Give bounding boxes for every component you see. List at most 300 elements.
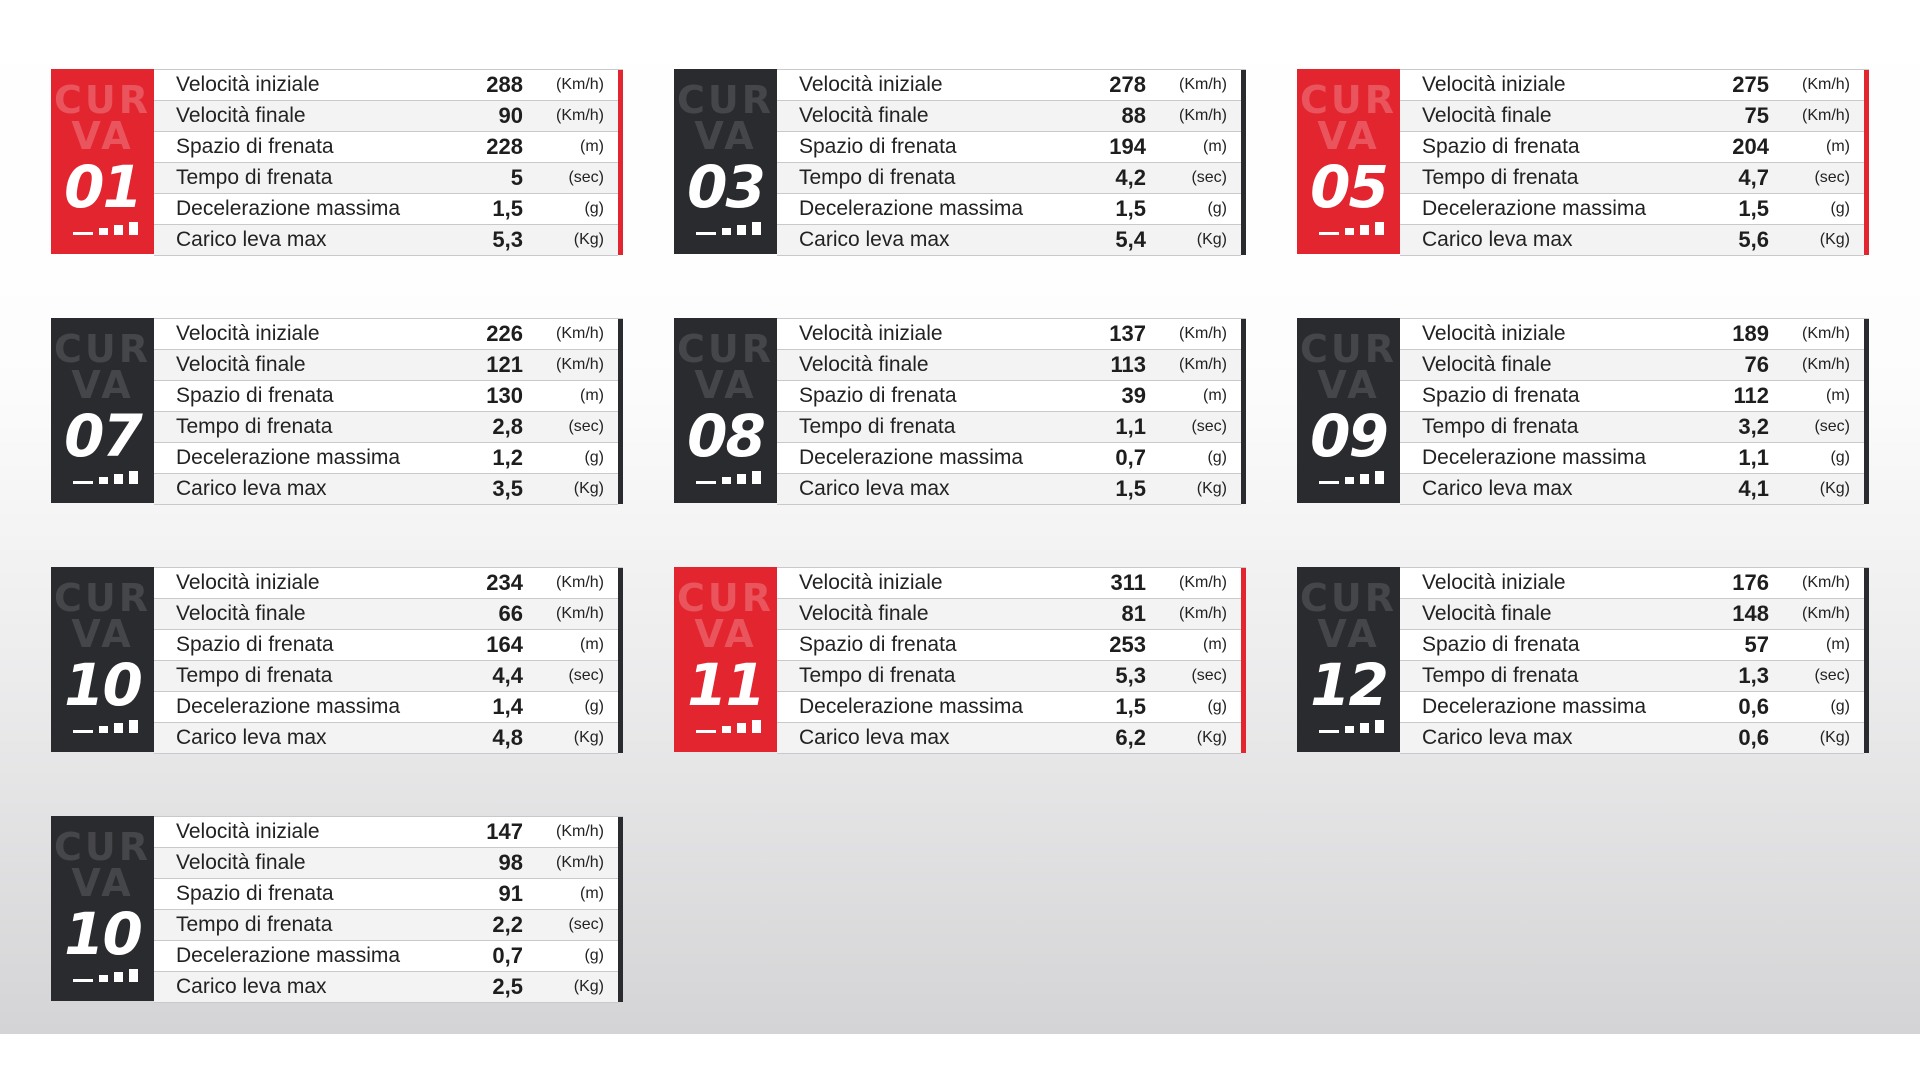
accent-edge bbox=[1241, 568, 1246, 753]
stat-value: 5,3 bbox=[1115, 663, 1146, 688]
stat-row bbox=[154, 194, 618, 225]
stat-row bbox=[154, 599, 618, 630]
stat-label: Velocità finale bbox=[799, 104, 929, 127]
stat-value: 1,5 bbox=[1115, 196, 1146, 221]
stat-unit: (Km/h) bbox=[1802, 574, 1850, 591]
stat-label: Carico leva max bbox=[799, 726, 950, 749]
stat-value: 204 bbox=[1732, 134, 1769, 159]
stat-unit: (Kg) bbox=[1819, 480, 1850, 497]
stat-value: 147 bbox=[486, 819, 523, 844]
signal-bars-icon bbox=[1319, 470, 1385, 484]
stat-unit: (g) bbox=[584, 449, 604, 466]
signal-bars-icon bbox=[73, 719, 139, 733]
stat-row bbox=[154, 381, 618, 412]
stat-row bbox=[154, 443, 618, 474]
accent-edge bbox=[1864, 568, 1869, 753]
stat-unit: (Km/h) bbox=[556, 76, 604, 93]
stat-label: Velocità iniziale bbox=[176, 73, 320, 96]
stat-value: 76 bbox=[1744, 352, 1769, 377]
curve-word-bottom: VA bbox=[1317, 363, 1380, 407]
curve-word-top: CUR bbox=[676, 576, 774, 620]
stat-label: Velocità iniziale bbox=[1422, 73, 1566, 96]
stat-row bbox=[1400, 568, 1864, 599]
stat-label: Velocità iniziale bbox=[176, 571, 320, 594]
stat-unit: (Kg) bbox=[573, 729, 604, 746]
stat-unit: (sec) bbox=[568, 916, 604, 933]
stat-label: Velocità iniziale bbox=[799, 571, 943, 594]
stat-row bbox=[777, 163, 1241, 194]
stat-label: Tempo di frenata bbox=[176, 664, 333, 687]
stat-row bbox=[1400, 692, 1864, 723]
stat-row bbox=[154, 879, 618, 910]
stat-row bbox=[154, 474, 618, 505]
braking-stats-table bbox=[777, 567, 1246, 753]
stat-value: 0,7 bbox=[1115, 445, 1146, 470]
stat-value: 1,2 bbox=[492, 445, 523, 470]
stat-unit: (Km/h) bbox=[556, 325, 604, 342]
stat-label: Spazio di frenata bbox=[1422, 633, 1580, 656]
braking-stats-table bbox=[777, 318, 1246, 504]
stat-row bbox=[1400, 443, 1864, 474]
signal-bars-icon bbox=[73, 470, 139, 484]
stat-value: 176 bbox=[1732, 570, 1769, 595]
stat-value: 0,6 bbox=[1738, 725, 1769, 750]
stat-label: Carico leva max bbox=[176, 477, 327, 500]
stat-value: 253 bbox=[1109, 632, 1146, 657]
stat-row bbox=[1400, 132, 1864, 163]
stat-row bbox=[154, 848, 618, 879]
braking-stats-table bbox=[1400, 69, 1869, 255]
stat-row bbox=[154, 70, 618, 101]
stat-value: 4,4 bbox=[492, 663, 523, 688]
stat-value: 3,2 bbox=[1738, 414, 1769, 439]
stat-unit: (sec) bbox=[568, 418, 604, 435]
curve-word-bottom: VA bbox=[71, 612, 134, 656]
curve-number: 08 bbox=[687, 402, 764, 470]
stat-unit: (sec) bbox=[1814, 667, 1850, 684]
stat-label: Carico leva max bbox=[176, 975, 327, 998]
stat-unit: (Km/h) bbox=[556, 356, 604, 373]
stat-unit: (Km/h) bbox=[1802, 76, 1850, 93]
stat-row bbox=[777, 723, 1241, 754]
stat-label: Spazio di frenata bbox=[1422, 384, 1580, 407]
stat-row bbox=[154, 630, 618, 661]
stat-unit: (g) bbox=[584, 698, 604, 715]
curve-badge bbox=[51, 69, 154, 254]
stat-value: 0,6 bbox=[1738, 694, 1769, 719]
stat-label: Tempo di frenata bbox=[1422, 664, 1579, 687]
stat-value: 3,5 bbox=[492, 476, 523, 501]
stat-row bbox=[1400, 225, 1864, 256]
stat-label: Decelerazione massima bbox=[799, 197, 1024, 220]
curve-number: 05 bbox=[1310, 153, 1387, 221]
curve-card bbox=[1297, 318, 1869, 503]
curve-word-top: CUR bbox=[676, 78, 774, 122]
stat-row bbox=[154, 132, 618, 163]
stat-unit: (g) bbox=[1207, 200, 1227, 217]
stat-row bbox=[154, 163, 618, 194]
stat-unit: (g) bbox=[584, 947, 604, 964]
stat-label: Spazio di frenata bbox=[176, 135, 334, 158]
curve-card bbox=[674, 567, 1246, 752]
stat-row bbox=[1400, 630, 1864, 661]
stat-unit: (Km/h) bbox=[556, 854, 604, 871]
curve-card bbox=[51, 816, 623, 1001]
stat-value: 137 bbox=[1109, 321, 1146, 346]
curve-card bbox=[51, 69, 623, 254]
curve-word-bottom: VA bbox=[71, 114, 134, 158]
stat-row bbox=[154, 319, 618, 350]
curve-number: 07 bbox=[64, 402, 141, 470]
stat-row bbox=[1400, 474, 1864, 505]
stat-row bbox=[154, 910, 618, 941]
stat-unit: (sec) bbox=[568, 667, 604, 684]
stat-row bbox=[1400, 350, 1864, 381]
stat-row bbox=[777, 661, 1241, 692]
stat-unit: (Kg) bbox=[1819, 231, 1850, 248]
stat-label: Spazio di frenata bbox=[176, 384, 334, 407]
stat-unit: (m) bbox=[1826, 138, 1850, 155]
stat-label: Spazio di frenata bbox=[799, 384, 957, 407]
stat-row bbox=[154, 225, 618, 256]
curve-word-bottom: VA bbox=[694, 363, 757, 407]
stat-unit: (g) bbox=[1207, 698, 1227, 715]
stat-row bbox=[777, 630, 1241, 661]
stat-row bbox=[1400, 599, 1864, 630]
stat-label: Velocità finale bbox=[799, 602, 929, 625]
stat-unit: (Km/h) bbox=[1179, 356, 1227, 373]
stat-value: 4,8 bbox=[492, 725, 523, 750]
braking-stats-table bbox=[1400, 567, 1869, 753]
stat-label: Tempo di frenata bbox=[1422, 166, 1579, 189]
stat-label: Tempo di frenata bbox=[799, 664, 956, 687]
stat-unit: (m) bbox=[1826, 387, 1850, 404]
stat-label: Velocità finale bbox=[1422, 353, 1552, 376]
stat-value: 6,2 bbox=[1115, 725, 1146, 750]
stat-label: Decelerazione massima bbox=[1422, 197, 1647, 220]
stat-row bbox=[777, 599, 1241, 630]
stat-label: Velocità iniziale bbox=[176, 322, 320, 345]
stat-label: Tempo di frenata bbox=[1422, 415, 1579, 438]
stat-label: Velocità finale bbox=[176, 851, 306, 874]
curve-word-top: CUR bbox=[676, 327, 774, 371]
stat-row bbox=[154, 350, 618, 381]
curve-word-bottom: VA bbox=[694, 612, 757, 656]
stat-unit: (Kg) bbox=[1196, 480, 1227, 497]
stat-label: Carico leva max bbox=[1422, 228, 1573, 251]
stat-label: Tempo di frenata bbox=[176, 166, 333, 189]
stat-unit: (m) bbox=[1203, 138, 1227, 155]
stat-unit: (Km/h) bbox=[556, 605, 604, 622]
stat-value: 228 bbox=[486, 134, 523, 159]
stat-row bbox=[1400, 381, 1864, 412]
stat-value: 112 bbox=[1733, 383, 1769, 408]
signal-bars-icon bbox=[73, 221, 139, 235]
stat-unit: (Kg) bbox=[573, 480, 604, 497]
stat-row bbox=[154, 661, 618, 692]
stat-value: 90 bbox=[498, 103, 523, 128]
stat-value: 1,5 bbox=[1115, 476, 1146, 501]
stat-row bbox=[1400, 319, 1864, 350]
stat-label: Carico leva max bbox=[1422, 726, 1573, 749]
stat-label: Spazio di frenata bbox=[1422, 135, 1580, 158]
stat-row bbox=[1400, 723, 1864, 754]
curve-badge bbox=[674, 567, 777, 752]
stat-label: Velocità iniziale bbox=[176, 820, 320, 843]
stat-unit: (Km/h) bbox=[1802, 107, 1850, 124]
stat-unit: (Kg) bbox=[1196, 729, 1227, 746]
braking-stats-table bbox=[154, 816, 623, 1002]
stat-row bbox=[777, 350, 1241, 381]
stat-value: 1,5 bbox=[492, 196, 523, 221]
stat-value: 39 bbox=[1121, 383, 1146, 408]
stat-unit: (Kg) bbox=[573, 231, 604, 248]
stat-value: 130 bbox=[486, 383, 523, 408]
stat-label: Velocità iniziale bbox=[1422, 571, 1566, 594]
curve-badge bbox=[674, 69, 777, 254]
stat-row bbox=[154, 101, 618, 132]
stat-value: 234 bbox=[486, 570, 523, 595]
stat-label: Carico leva max bbox=[176, 726, 327, 749]
stat-unit: (Kg) bbox=[573, 978, 604, 995]
stat-label: Carico leva max bbox=[1422, 477, 1573, 500]
stat-row bbox=[154, 568, 618, 599]
stat-row bbox=[154, 941, 618, 972]
stat-row bbox=[777, 70, 1241, 101]
stat-value: 226 bbox=[486, 321, 523, 346]
stat-value: 75 bbox=[1744, 103, 1769, 128]
braking-stats-table bbox=[154, 318, 623, 504]
signal-bars-icon bbox=[1319, 719, 1385, 733]
accent-edge bbox=[1864, 319, 1869, 504]
accent-edge bbox=[1241, 70, 1246, 255]
accent-edge bbox=[618, 70, 623, 255]
stat-unit: (sec) bbox=[1191, 667, 1227, 684]
signal-bars-icon bbox=[696, 470, 762, 484]
curve-card bbox=[51, 318, 623, 503]
curve-word-top: CUR bbox=[1299, 576, 1397, 620]
stat-unit: (m) bbox=[1203, 387, 1227, 404]
stat-unit: (g) bbox=[1830, 698, 1850, 715]
stat-value: 2,2 bbox=[492, 912, 523, 937]
stat-unit: (Km/h) bbox=[556, 107, 604, 124]
stat-label: Decelerazione massima bbox=[1422, 695, 1647, 718]
stat-label: Decelerazione massima bbox=[176, 446, 401, 469]
stat-value: 311 bbox=[1110, 570, 1146, 595]
curve-word-top: CUR bbox=[1299, 78, 1397, 122]
stat-value: 66 bbox=[498, 601, 523, 626]
stat-value: 121 bbox=[486, 352, 523, 377]
stat-unit: (Km/h) bbox=[1802, 605, 1850, 622]
stat-label: Velocità finale bbox=[176, 353, 306, 376]
stat-label: Decelerazione massima bbox=[176, 197, 401, 220]
stat-label: Spazio di frenata bbox=[799, 633, 957, 656]
stat-row bbox=[777, 132, 1241, 163]
curve-badge bbox=[51, 318, 154, 503]
stat-unit: (g) bbox=[1207, 449, 1227, 466]
braking-stats-table bbox=[154, 69, 623, 255]
stat-unit: (Km/h) bbox=[556, 823, 604, 840]
curve-word-top: CUR bbox=[53, 576, 151, 620]
curve-word-top: CUR bbox=[1299, 327, 1397, 371]
stat-value: 88 bbox=[1121, 103, 1146, 128]
stat-unit: (Km/h) bbox=[1179, 605, 1227, 622]
stat-row bbox=[1400, 101, 1864, 132]
stat-value: 1,5 bbox=[1115, 694, 1146, 719]
stat-value: 1,5 bbox=[1738, 196, 1769, 221]
stat-label: Velocità iniziale bbox=[799, 73, 943, 96]
curve-word-top: CUR bbox=[53, 78, 151, 122]
stat-unit: (sec) bbox=[1191, 169, 1227, 186]
curve-word-top: CUR bbox=[53, 327, 151, 371]
stat-label: Carico leva max bbox=[799, 228, 950, 251]
stat-unit: (Km/h) bbox=[1802, 325, 1850, 342]
curve-number: 09 bbox=[1310, 402, 1387, 470]
stat-value: 189 bbox=[1732, 321, 1769, 346]
stat-value: 2,5 bbox=[492, 974, 523, 999]
stat-unit: (Km/h) bbox=[1179, 107, 1227, 124]
stat-row bbox=[777, 101, 1241, 132]
curve-card bbox=[674, 69, 1246, 254]
stat-value: 98 bbox=[498, 850, 523, 875]
stat-row bbox=[154, 723, 618, 754]
stat-label: Tempo di frenata bbox=[799, 415, 956, 438]
curve-number: 01 bbox=[64, 153, 141, 221]
stat-label: Tempo di frenata bbox=[799, 166, 956, 189]
stat-unit: (sec) bbox=[568, 169, 604, 186]
stat-label: Velocità finale bbox=[176, 104, 306, 127]
stat-label: Decelerazione massima bbox=[176, 695, 401, 718]
stat-row bbox=[1400, 194, 1864, 225]
stat-label: Decelerazione massima bbox=[799, 446, 1024, 469]
stat-unit: (Km/h) bbox=[1179, 574, 1227, 591]
stat-label: Decelerazione massima bbox=[176, 944, 401, 967]
stat-value: 288 bbox=[486, 72, 523, 97]
curve-card bbox=[1297, 567, 1869, 752]
curve-word-top: CUR bbox=[53, 825, 151, 869]
curve-card bbox=[674, 318, 1246, 503]
accent-edge bbox=[618, 319, 623, 504]
stat-value: 113 bbox=[1110, 352, 1146, 377]
stat-unit: (m) bbox=[1826, 636, 1850, 653]
stat-label: Decelerazione massima bbox=[1422, 446, 1647, 469]
stat-value: 275 bbox=[1732, 72, 1769, 97]
stat-unit: (Km/h) bbox=[1179, 76, 1227, 93]
stat-row bbox=[777, 225, 1241, 256]
stat-value: 2,8 bbox=[492, 414, 523, 439]
stat-unit: (Km/h) bbox=[556, 574, 604, 591]
stat-value: 4,2 bbox=[1115, 165, 1146, 190]
stat-value: 5 bbox=[510, 165, 523, 190]
stat-row bbox=[777, 194, 1241, 225]
stat-unit: (Kg) bbox=[1196, 231, 1227, 248]
stat-label: Tempo di frenata bbox=[176, 415, 333, 438]
curve-badge bbox=[51, 567, 154, 752]
stat-label: Velocità finale bbox=[1422, 602, 1552, 625]
stat-unit: (sec) bbox=[1191, 418, 1227, 435]
stat-label: Velocità finale bbox=[176, 602, 306, 625]
stat-row bbox=[1400, 70, 1864, 101]
stat-value: 0,7 bbox=[492, 943, 523, 968]
stat-label: Carico leva max bbox=[176, 228, 327, 251]
stat-value: 5,4 bbox=[1115, 227, 1146, 252]
stat-label: Tempo di frenata bbox=[176, 913, 333, 936]
curve-badge bbox=[51, 816, 154, 1001]
stat-label: Velocità iniziale bbox=[799, 322, 943, 345]
stat-value: 194 bbox=[1109, 134, 1146, 159]
stat-value: 1,1 bbox=[1738, 445, 1769, 470]
curve-badge bbox=[1297, 69, 1400, 254]
stat-label: Spazio di frenata bbox=[799, 135, 957, 158]
stat-value: 1,1 bbox=[1115, 414, 1146, 439]
stat-value: 1,4 bbox=[492, 694, 523, 719]
stat-label: Velocità finale bbox=[799, 353, 929, 376]
stat-unit: (g) bbox=[584, 200, 604, 217]
signal-bars-icon bbox=[696, 719, 762, 733]
stat-unit: (Kg) bbox=[1819, 729, 1850, 746]
stat-row bbox=[154, 972, 618, 1003]
curve-card bbox=[1297, 69, 1869, 254]
accent-edge bbox=[1864, 70, 1869, 255]
signal-bars-icon bbox=[1319, 221, 1385, 235]
stat-unit: (m) bbox=[580, 387, 604, 404]
curve-badge bbox=[1297, 318, 1400, 503]
signal-bars-icon bbox=[73, 968, 139, 982]
curve-word-bottom: VA bbox=[1317, 114, 1380, 158]
stat-row bbox=[1400, 412, 1864, 443]
stat-label: Spazio di frenata bbox=[176, 882, 334, 905]
stat-row bbox=[777, 692, 1241, 723]
curve-word-bottom: VA bbox=[71, 363, 134, 407]
stat-row bbox=[777, 474, 1241, 505]
accent-edge bbox=[618, 568, 623, 753]
stat-row bbox=[1400, 163, 1864, 194]
stat-unit: (sec) bbox=[1814, 418, 1850, 435]
curve-number: 12 bbox=[1310, 651, 1387, 719]
stat-value: 5,6 bbox=[1738, 227, 1769, 252]
accent-edge bbox=[1241, 319, 1246, 504]
curve-number: 10 bbox=[64, 900, 141, 968]
stat-label: Spazio di frenata bbox=[176, 633, 334, 656]
stat-unit: (g) bbox=[1830, 200, 1850, 217]
stat-unit: (m) bbox=[580, 138, 604, 155]
stat-value: 1,3 bbox=[1738, 663, 1769, 688]
stat-row bbox=[154, 817, 618, 848]
stat-value: 57 bbox=[1744, 632, 1769, 657]
stat-label: Velocità iniziale bbox=[1422, 322, 1566, 345]
curve-badge bbox=[1297, 567, 1400, 752]
stat-label: Decelerazione massima bbox=[799, 695, 1024, 718]
stat-row bbox=[1400, 661, 1864, 692]
curve-card bbox=[51, 567, 623, 752]
stat-value: 4,7 bbox=[1738, 165, 1769, 190]
curve-word-bottom: VA bbox=[1317, 612, 1380, 656]
stat-value: 81 bbox=[1121, 601, 1146, 626]
stat-value: 4,1 bbox=[1738, 476, 1769, 501]
stat-unit: (Km/h) bbox=[1802, 356, 1850, 373]
curve-number: 03 bbox=[687, 153, 764, 221]
curve-word-bottom: VA bbox=[71, 861, 134, 905]
stat-row bbox=[777, 319, 1241, 350]
stat-value: 148 bbox=[1732, 601, 1769, 626]
braking-stats-table bbox=[154, 567, 623, 753]
stat-value: 278 bbox=[1109, 72, 1146, 97]
stat-row bbox=[154, 412, 618, 443]
accent-edge bbox=[618, 817, 623, 1002]
curve-word-bottom: VA bbox=[694, 114, 757, 158]
stat-label: Carico leva max bbox=[799, 477, 950, 500]
stat-row bbox=[777, 443, 1241, 474]
